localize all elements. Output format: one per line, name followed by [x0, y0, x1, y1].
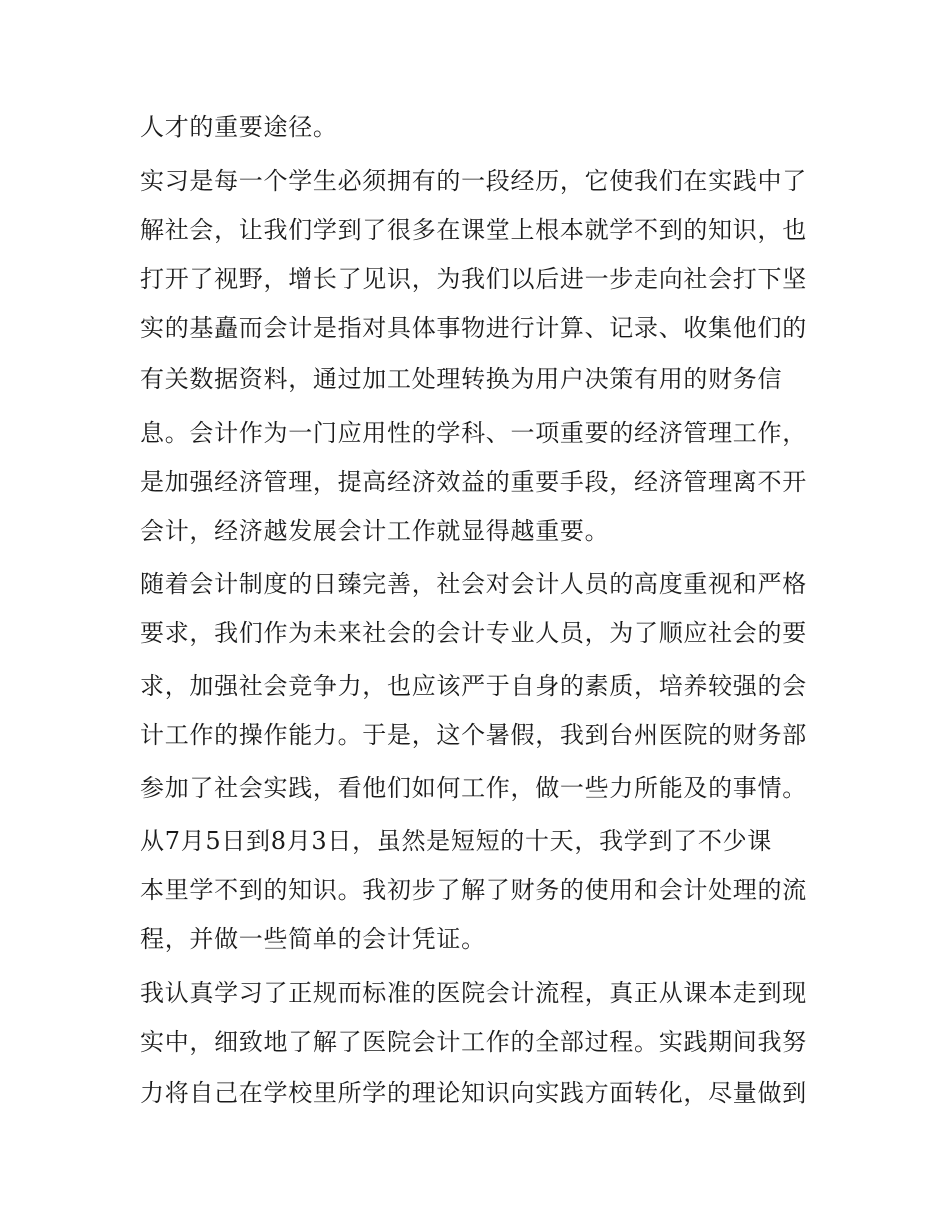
- text-line: 要求，我们作为未来社会的会计专业人员，为了顺应社会的要: [140, 619, 807, 647]
- text-line: 程，并做一些简单的会计凭证。: [140, 925, 486, 953]
- text-line: 参加了社会实践，看他们如何工作，做一些力所能及的事情。: [140, 774, 807, 802]
- text-line: 计工作的操作能力。于是，这个暑假，我到台州医院的财务部: [140, 721, 807, 749]
- text-line: 求，加强社会竞争力，也应该严于自身的素质，培养较强的会: [140, 672, 807, 700]
- text-line: 实中，细致地了解了医院会计工作的全部过程。实践期间我努: [140, 1028, 807, 1056]
- text-line: 本里学不到的知识。我初步了解了财务的使用和会计处理的流: [140, 876, 807, 904]
- text-line: 是加强经济管理，提高经济效益的重要手段，经济管理离不开: [140, 468, 807, 496]
- text-line: 会计，经济越发展会计工作就显得越重要。: [140, 517, 610, 545]
- text-line: 人才的重要途径。: [140, 113, 338, 141]
- text-line: 随着会计制度的日臻完善，社会对会计人员的高度重视和严格: [140, 570, 807, 598]
- text-line: 我认真学习了正规而标准的医院会计流程，真正从课本走到现: [140, 979, 807, 1007]
- text-line: 有关数据资料，通过加工处理转换为用户决策有用的财务信: [140, 365, 783, 393]
- text-line: 打开了视野，增长了见识，为我们以后进一步走向社会打下坚: [140, 265, 807, 293]
- text-line: 解社会，让我们学到了很多在课堂上根本就学不到的知识，也: [140, 216, 807, 244]
- text-line: 实的基矗而会计是指对具体事物进行计算、记录、收集他们的: [140, 314, 807, 342]
- text-line: 从7月5日到8月3日，虽然是短短的十天，我学到了不少课: [140, 827, 772, 855]
- text-line: 实习是每一个学生必须拥有的一段经历，它使我们在实践中了: [140, 167, 807, 195]
- text-line: 力将自己在学校里所学的理论知识向实践方面转化，尽量做到: [140, 1079, 807, 1107]
- text-line: 息。会计作为一门应用性的学科、一项重要的经济管理工作，: [140, 419, 807, 447]
